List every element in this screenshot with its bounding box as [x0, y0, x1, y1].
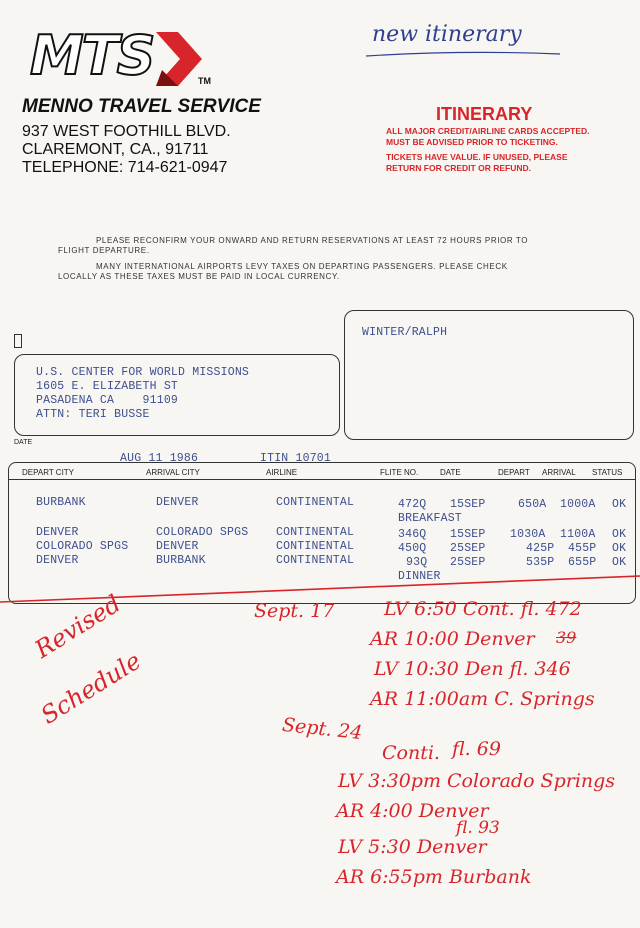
- row3-depart: COLORADO SPGS: [36, 540, 129, 553]
- row1-depart: BURBANK: [36, 496, 86, 509]
- row2-depart: DENVER: [36, 526, 79, 539]
- bill-to-line-4: ATTN: TERI BUSSE: [36, 408, 150, 421]
- issue-date: AUG 11 1986: [120, 452, 199, 465]
- row2-airline: CONTINENTAL: [276, 526, 355, 539]
- row2-arr-time: 1100A: [560, 528, 596, 541]
- handwritten-sept17: Sept. 17: [254, 600, 335, 622]
- handwritten-fl93: fl. 93: [456, 818, 500, 838]
- itinerary-note-4: RETURN FOR CREDIT OR REFUND.: [386, 163, 531, 173]
- handwritten-strikeout: 39: [556, 628, 577, 647]
- handwritten-line-6: AR 4:00 Denver: [336, 800, 489, 822]
- handwritten-line-8: AR 6:55pm Burbank: [336, 866, 532, 888]
- col-depart: DEPART: [498, 468, 530, 477]
- col-status: STATUS: [592, 468, 623, 477]
- address-line-1: 937 WEST FOOTHILL BLVD.: [22, 123, 231, 140]
- reconfirm-notice-1: PLEASE RECONFIRM YOUR ONWARD AND RETURN RESERVATIONS AT LEAST 72 HOURS PRIOR TO: [96, 236, 529, 245]
- agency-name: MENNO TRAVEL SERVICE: [22, 96, 261, 117]
- handwritten-line-3: LV 10:30 Den fl. 346: [374, 658, 571, 680]
- handwritten-sept24: Sept. 24: [281, 713, 364, 745]
- row3-arrive: DENVER: [156, 540, 199, 553]
- row1-arrive: DENVER: [156, 496, 199, 509]
- bill-to-line-2: 1605 E. ELIZABETH ST: [36, 380, 179, 393]
- passenger-name: WINTER/RALPH: [362, 326, 448, 339]
- col-airline: AIRLINE: [266, 468, 298, 477]
- registration-mark: [14, 334, 22, 348]
- handwritten-conti: Conti.: [382, 742, 440, 764]
- row1-date: 15SEP: [450, 498, 486, 511]
- row4-airline: CONTINENTAL: [276, 554, 355, 567]
- row4-date: 25SEP: [450, 556, 486, 569]
- row4-status: OK: [612, 556, 627, 569]
- row2-date: 15SEP: [450, 528, 486, 541]
- row2-flight: 346Q: [398, 528, 427, 541]
- bill-to-line-1: U.S. CENTER FOR WORLD MISSIONS: [36, 366, 250, 379]
- row1-flight: 472Q: [398, 498, 427, 511]
- tax-notice-1: MANY INTERNATIONAL AIRPORTS LEVY TAXES ON DEPARTING PASSENGERS. PLEASE CHECK: [96, 262, 508, 271]
- row4-flight: 93Q: [406, 556, 428, 569]
- row1-dep-time: 650A: [518, 498, 547, 511]
- itinerary-number: ITIN 10701: [260, 452, 332, 465]
- tax-notice-2: LOCALLY AS THESE TAXES MUST BE PAID IN LOCAL CURRENCY.: [58, 272, 340, 281]
- row4-arrive: BURBANK: [156, 554, 206, 567]
- date-label: DATE: [14, 439, 33, 446]
- itinerary-note-3: TICKETS HAVE VALUE. IF UNUSED, PLEASE: [386, 152, 568, 162]
- handwritten-line-5: LV 3:30pm Colorado Springs: [338, 770, 616, 792]
- col-date: DATE: [440, 468, 461, 477]
- row2-status: OK: [612, 528, 627, 541]
- itinerary-title: ITINERARY: [436, 104, 533, 124]
- row1-status: OK: [612, 498, 627, 511]
- handwritten-revised: Revised: [30, 589, 126, 664]
- trademark-mark: TM: [198, 76, 211, 86]
- col-arrival-city: ARRIVAL CITY: [146, 468, 200, 477]
- telephone: TELEPHONE: 714-621-0947: [22, 159, 228, 176]
- row4-depart: DENVER: [36, 554, 79, 567]
- row4-dep-time: 535P: [526, 556, 555, 569]
- handwritten-line-2: AR 10:00 Denver: [370, 628, 535, 650]
- row1-arr-time: 1000A: [560, 498, 596, 511]
- logo-chevron-icon: [154, 30, 204, 88]
- col-depart-city: DEPART CITY: [22, 468, 75, 477]
- itinerary-note-1: ALL MAJOR CREDIT/AIRLINE CARDS ACCEPTED.: [386, 126, 590, 136]
- col-arrival: ARRIVAL: [542, 468, 576, 477]
- handwritten-line-4: AR 11:00am C. Springs: [370, 688, 595, 710]
- row1-airline: CONTINENTAL: [276, 496, 355, 509]
- row4-meal: DINNER: [398, 570, 441, 583]
- handwritten-line-7: LV 5:30 Denver: [338, 836, 487, 858]
- row3-dep-time: 425P: [526, 542, 555, 555]
- row2-arrive: COLORADO SPGS: [156, 526, 249, 539]
- row4-arr-time: 655P: [568, 556, 597, 569]
- bill-to-line-3: PASADENA CA 91109: [36, 394, 179, 407]
- handwritten-schedule: Schedule: [36, 646, 147, 730]
- agency-logo: MTS: [30, 24, 154, 87]
- row3-status: OK: [612, 542, 627, 555]
- reconfirm-notice-2: FLIGHT DEPARTURE.: [58, 246, 150, 255]
- handwritten-new-itinerary: new itinerary: [372, 22, 522, 47]
- itinerary-note-2: MUST BE ADVISED PRIOR TO TICKETING.: [386, 137, 558, 147]
- col-flight-no: FLITE NO.: [380, 468, 419, 477]
- handwritten-line-1: LV 6:50 Cont. fl. 472: [384, 598, 582, 620]
- handwritten-fl69: fl. 69: [452, 738, 501, 760]
- table-header-divider: [8, 479, 636, 480]
- address-line-2: CLAREMONT, CA., 91711: [22, 141, 209, 158]
- underline-stroke-icon: [364, 48, 564, 60]
- row2-dep-time: 1030A: [510, 528, 546, 541]
- row1-meal: BREAKFAST: [398, 512, 462, 525]
- row3-date: 25SEP: [450, 542, 486, 555]
- row3-arr-time: 455P: [568, 542, 597, 555]
- row3-airline: CONTINENTAL: [276, 540, 355, 553]
- row3-flight: 450Q: [398, 542, 427, 555]
